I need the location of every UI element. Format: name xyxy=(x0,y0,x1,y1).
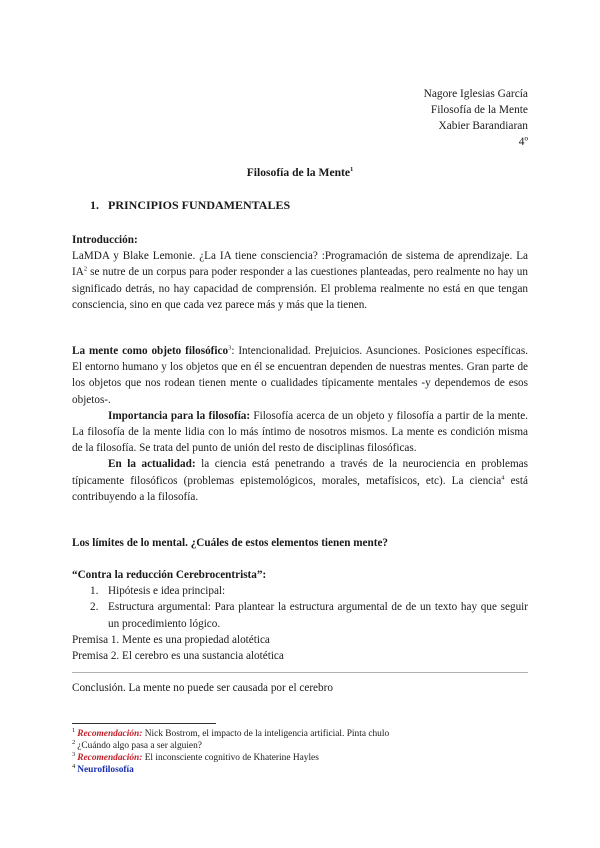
today-body-b: está contribuyendo a la filosofía. xyxy=(72,474,528,503)
importance-paragraph xyxy=(72,408,528,457)
footnote-label: Recomendación: xyxy=(77,753,143,763)
importance-heading: Importancia para la filosofía: xyxy=(108,409,251,422)
footnotes xyxy=(72,728,528,776)
limits-heading: Los límites de lo mental. ¿Cuáles de estos elementos tienen mente? xyxy=(72,537,389,549)
today-paragraph xyxy=(72,456,528,505)
footnote-number: 3 xyxy=(72,750,76,758)
footnote-text: Nick Bostrom, el impacto de la inteligencia artificial. Pinta chulo xyxy=(142,729,390,739)
premise-1: Premisa 1. Mente es una propiedad alotética xyxy=(72,633,270,646)
course-year: 4º xyxy=(518,136,528,148)
list-item-text: Hipótesis e idea principal: xyxy=(108,585,226,598)
title-text: Filosofía de la Mente xyxy=(246,166,351,179)
mind-object-heading: La mente como objeto filosófico xyxy=(72,345,229,357)
contra-list xyxy=(72,583,528,632)
footnote-label: Recomendación: xyxy=(77,729,143,739)
intro-text xyxy=(72,248,528,313)
importance-body: Filosofía acerca de un objeto y filosofía a partir de la mente. La filosofía de la mente lidia con lo más íntimo de nosotros mismos. La mente es condición misma de la filosofía. Se trata del punto de unión del resto de disciplinas filosóficas. xyxy=(72,409,528,455)
section-number: 1. xyxy=(90,198,99,212)
list-marker: 2. xyxy=(90,601,99,614)
conclusion: Conclusión. La mente no puede ser causada por el cerebro xyxy=(72,682,333,694)
intro-paragraph xyxy=(72,232,528,313)
footnote-ref-3[interactable]: 3 xyxy=(228,344,232,352)
mind-object-text xyxy=(72,343,528,408)
footnote-number: 1 xyxy=(72,726,76,734)
footnote-link[interactable]: Neurofilosofía xyxy=(77,765,134,775)
footnote-text: ¿Cuándo algo pasa a ser alguien? xyxy=(77,741,202,751)
footnote-1 xyxy=(72,728,528,740)
premise-2: Premisa 2. El cerebro es una sustancia alotética xyxy=(72,650,284,663)
document-header xyxy=(424,86,528,150)
list-item xyxy=(72,599,528,631)
section-title: PRINCIPIOS FUNDAMENTALES xyxy=(108,198,291,212)
intro-heading: Introducción: xyxy=(72,234,138,246)
footnote-number: 4 xyxy=(72,762,76,770)
footnote-separator xyxy=(72,723,216,724)
author-name: Nagore Iglesias García xyxy=(423,88,528,100)
footnote-number: 2 xyxy=(72,738,76,746)
teacher-name: Xabier Barandiaran xyxy=(438,120,528,132)
document-title xyxy=(0,166,600,179)
list-item-text: Estructura argumental: Para plantear la estructura argumental de de un texto hay que seguir un procedimiento lógico. xyxy=(108,601,528,630)
today-body-a: la ciencia está penetrando a través de la neurociencia en problemas típicamente filosóficos (problemas epistemológicos, morales, metafísicos, etc). La ciencia xyxy=(72,458,528,487)
mind-object-paragraph xyxy=(72,343,528,505)
course-name: Filosofía de la Mente xyxy=(430,104,528,116)
intro-text-a: LaMDA y Blake Lemonie. ¿La IA tiene consciencia? :Programación de sistema de aprendizaje. La IA xyxy=(72,250,528,279)
footnote-4 xyxy=(72,764,528,776)
today-heading: En la actualidad: xyxy=(108,458,196,471)
divider-line xyxy=(72,672,528,673)
contra-section xyxy=(72,567,528,664)
list-item xyxy=(72,583,528,599)
footnote-text: El inconsciente cognitivo de Khaterine Hayles xyxy=(142,753,319,763)
intro-text-b: se nutre de un corpus para poder responder a las cuestiones planteadas, pero realmente no hay un significado detrás, no hay capacidad de comprensión. El problema realmente no está en que tengan consciencia, sino en que cada vez parece más y más que la tienen. xyxy=(72,266,528,311)
footnote-2 xyxy=(72,740,528,752)
footnote-ref-1[interactable]: 1 xyxy=(350,166,354,174)
list-marker: 1. xyxy=(90,585,99,598)
footnote-ref-4[interactable]: 4 xyxy=(501,473,505,481)
footnote-ref-2[interactable]: 2 xyxy=(83,265,88,273)
mind-object-body: : Intencionalidad. Prejuicios. Asunciones. Posiciones específicas. El entorno humano y los objetos que en él se encuentran dependen de nuestras mentes. Gran parte de los objetos que nos rodean tienen mente o cualidades típicamente mentales -y dependemos de esos objetos-. xyxy=(72,345,528,406)
section-heading xyxy=(90,198,290,213)
contra-heading: “Contra la reducción Cerebrocentrista”: xyxy=(72,569,267,581)
footnote-3 xyxy=(72,752,528,764)
